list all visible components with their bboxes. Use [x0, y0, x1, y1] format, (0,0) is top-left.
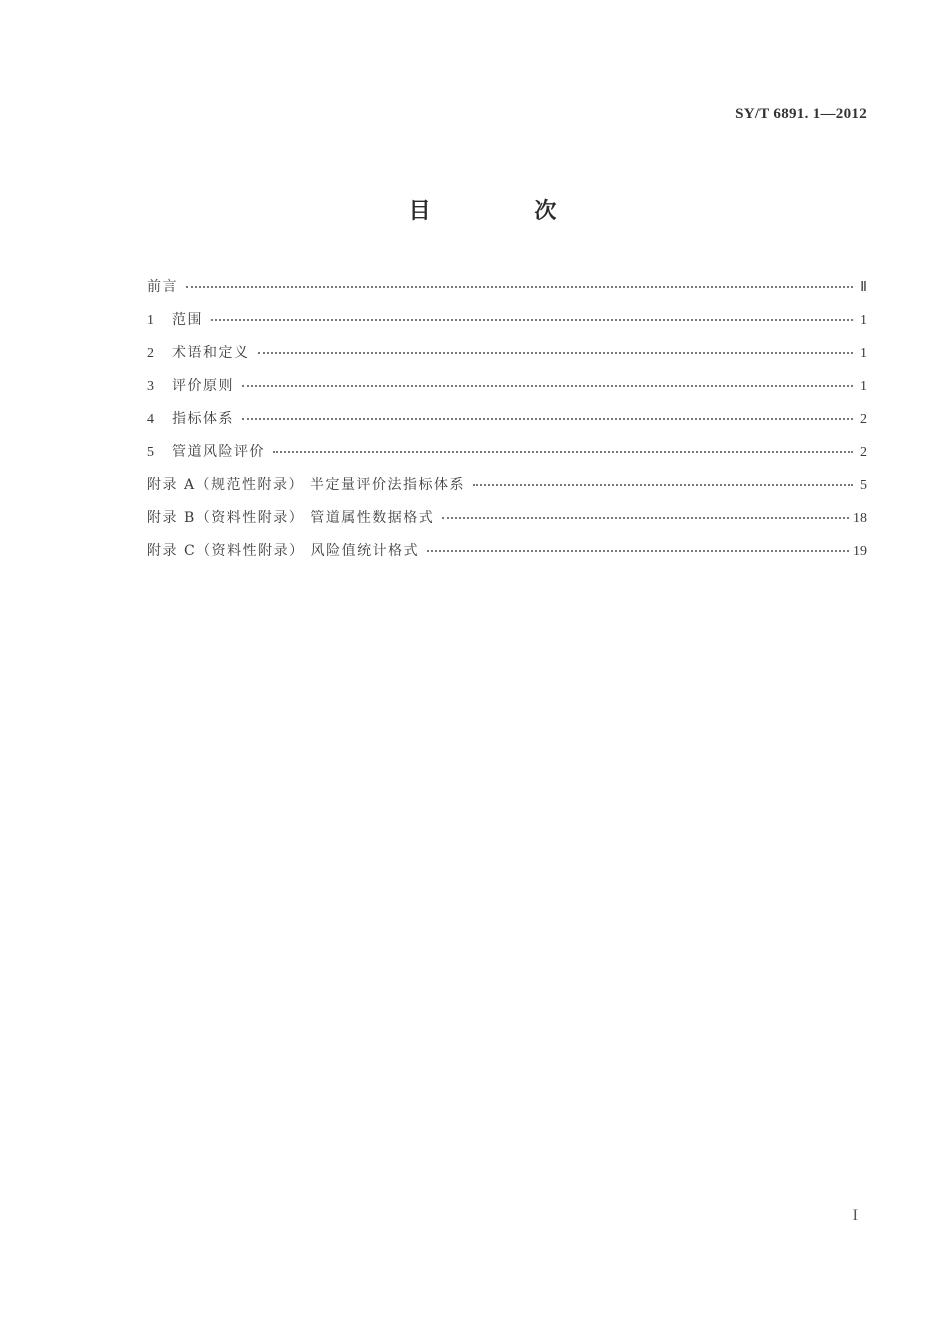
- toc-entry-page: 1: [860, 346, 867, 361]
- toc-leader-dots: [242, 417, 853, 420]
- toc-leader-dots: [186, 285, 853, 288]
- toc-entry-page: 5: [860, 478, 867, 493]
- toc-entry-principles[interactable]: [147, 375, 867, 408]
- toc-entry-index-system[interactable]: [147, 408, 867, 441]
- toc-entry-page: 1: [860, 313, 867, 328]
- toc-entry-label: 术语和定义: [172, 345, 250, 361]
- toc-leader-dots: [473, 483, 853, 486]
- toc-entry-label: 范围: [172, 312, 203, 328]
- toc-entry-number: 1: [147, 313, 154, 328]
- toc-entry-appendix-b[interactable]: [147, 507, 867, 540]
- toc-entry-page: 1: [860, 379, 867, 394]
- toc-entry-appendix-a[interactable]: [147, 474, 867, 507]
- toc-leader-dots: [242, 384, 853, 387]
- standard-code: SY/T 6891. 1—2012: [735, 106, 867, 122]
- toc-entry-scope[interactable]: [147, 309, 867, 342]
- toc-entry-number: 2: [147, 346, 154, 361]
- toc-entry-page: 18: [853, 511, 867, 526]
- page-number: I: [852, 1207, 858, 1224]
- toc-leader-dots: [258, 351, 854, 354]
- toc-leader-dots: [427, 549, 849, 552]
- toc-entry-appendix-c[interactable]: [147, 540, 867, 573]
- toc-entry-page: 19: [853, 544, 867, 559]
- table-of-contents: [147, 276, 867, 573]
- toc-leader-dots: [442, 516, 849, 519]
- toc-entry-terms[interactable]: [147, 342, 867, 375]
- toc-entry-label: 管道风险评价: [172, 444, 265, 460]
- toc-entry-page: Ⅱ: [860, 280, 867, 295]
- toc-entry-label: 指标体系: [172, 411, 234, 427]
- toc-entry-label: 附录 B（资料性附录） 管道属性数据格式: [147, 510, 435, 526]
- toc-entry-label: 评价原则: [172, 378, 234, 394]
- toc-entry-risk-assessment[interactable]: [147, 441, 867, 474]
- toc-entry-number: 5: [147, 445, 154, 460]
- toc-entry-number: 4: [147, 412, 154, 427]
- toc-entry-page: 2: [860, 445, 867, 460]
- toc-entry-page: 2: [860, 412, 867, 427]
- toc-leader-dots: [211, 318, 853, 321]
- toc-leader-dots: [273, 450, 853, 453]
- toc-entry-preface[interactable]: [147, 276, 867, 309]
- page-title: 目 次: [408, 199, 605, 224]
- toc-entry-label: 附录 C（资料性附录） 风险值统计格式: [147, 543, 420, 559]
- toc-entry-label: 前言: [147, 279, 178, 295]
- toc-entry-label: 附录 A（规范性附录） 半定量评价法指标体系: [147, 477, 466, 493]
- toc-entry-number: 3: [147, 379, 154, 394]
